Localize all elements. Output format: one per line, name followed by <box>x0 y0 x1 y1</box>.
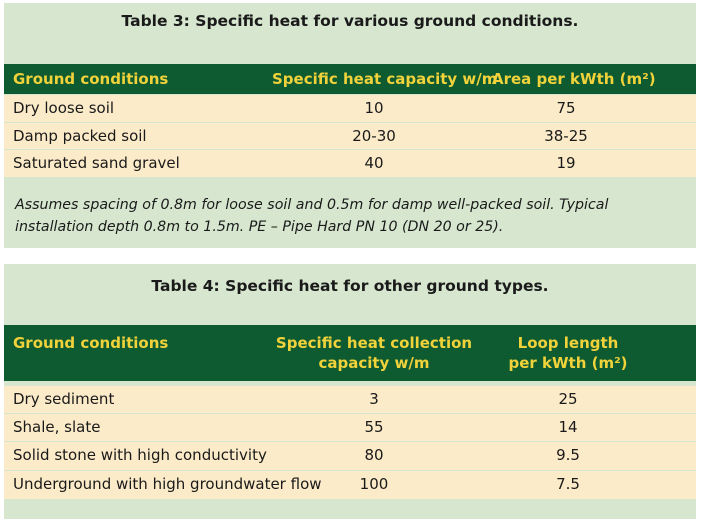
table-row <box>4 95 696 122</box>
table-3-header-row <box>4 64 696 94</box>
specific-heat-cell: 3 <box>369 390 379 408</box>
ground-condition-cell: Dry loose soil <box>13 99 115 117</box>
ground-condition-cell: Solid stone with high conductivity <box>13 446 267 464</box>
table-3-header-area: Area per kWth (m²) <box>492 70 656 88</box>
loop-length-cell: 7.5 <box>556 475 580 493</box>
table-3-panel <box>4 3 696 248</box>
specific-heat-cell: 80 <box>364 446 384 464</box>
specific-heat-cell: 100 <box>359 475 389 493</box>
specific-heat-cell: 10 <box>364 99 384 117</box>
table-4-header-row <box>4 325 696 381</box>
table-row <box>4 150 696 177</box>
table-row <box>4 471 696 499</box>
table-row <box>4 442 696 470</box>
loop-length-cell: 25 <box>558 390 578 408</box>
table-3-footnote: Assumes spacing of 0.8m for loose soil and 0.5m for damp well-packed soil. Typical installation depth 0.8m to 1.5m. PE – Pipe Hard PN 10 (DN 20 or 25). <box>15 197 609 235</box>
table-row <box>4 386 696 413</box>
loop-length-cell: 9.5 <box>556 446 580 464</box>
table-4-header-specific-heat-line1: Specific heat collection <box>275 334 473 352</box>
specific-heat-cell: 20-30 <box>352 127 396 145</box>
table-4-header-loop-length-line2: per kWth (m²) <box>508 354 628 372</box>
table-row <box>4 414 696 441</box>
specific-heat-cell: 55 <box>364 418 384 436</box>
ground-condition-cell: Damp packed soil <box>13 127 147 145</box>
table-4-panel <box>4 264 696 519</box>
area-cell: 38-25 <box>544 127 588 145</box>
table-3-header-ground-conditions: Ground conditions <box>13 70 169 88</box>
table-row <box>4 123 696 149</box>
ground-condition-cell: Underground with high groundwater flow <box>13 475 322 493</box>
area-cell: 19 <box>556 154 576 172</box>
table-3-title: Table 3: Specific heat for various ground conditions. <box>121 12 579 30</box>
table-3-header-specific-heat: Specific heat capacity w/m <box>272 70 498 88</box>
ground-condition-cell: Dry sediment <box>13 390 115 408</box>
table-4-header-ground-conditions: Ground conditions <box>13 334 169 352</box>
specific-heat-cell: 40 <box>364 154 384 172</box>
area-cell: 75 <box>556 99 576 117</box>
table-4-title: Table 4: Specific heat for other ground types. <box>151 277 549 295</box>
table-4-header-loop-length-line1: Loop length <box>517 334 619 352</box>
table-4-header-specific-heat-line2: capacity w/m <box>318 354 430 372</box>
ground-condition-cell: Shale, slate <box>13 418 101 436</box>
loop-length-cell: 14 <box>558 418 578 436</box>
ground-condition-cell: Saturated sand gravel <box>13 154 180 172</box>
